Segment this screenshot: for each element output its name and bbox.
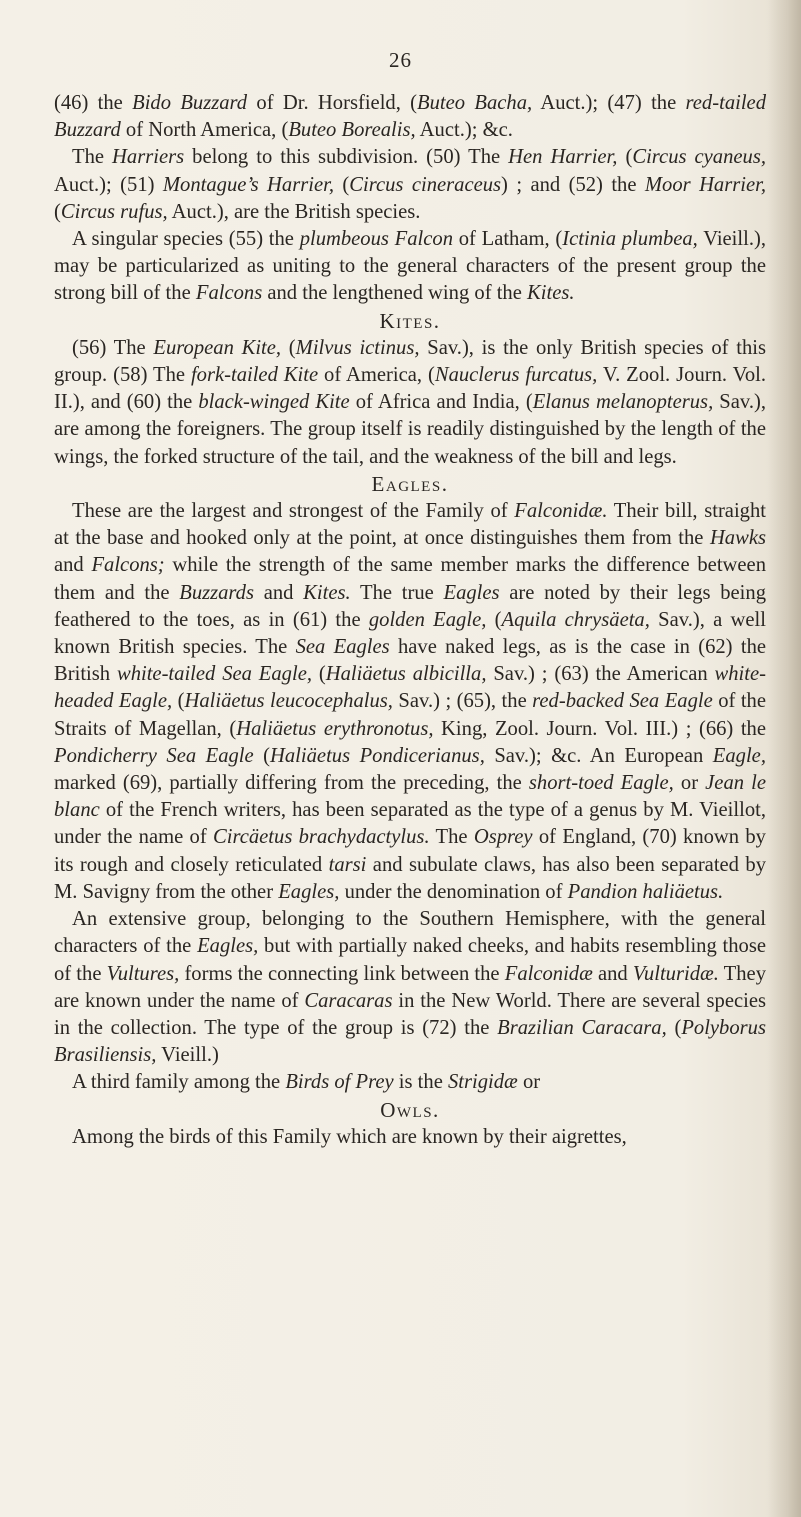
paragraph: A singular species (55) the plumbeous Falcon of Latham, (Ictinia plumbea, Vieill.), may be particularized as uniting to the general characters of the present group the strong bill of the Falcons and the lengthened wing of the Kites. xyxy=(54,228,767,305)
page-number: 26 xyxy=(389,48,412,72)
page-edge-shadow xyxy=(767,0,801,1517)
paragraph: Among the birds of this Family which are known by their aigrettes, xyxy=(72,1125,627,1148)
paragraph: An extensive group, belonging to the Southern Hemisphere, with the general characters of the Eagles, but with partially naked cheeks, and habits resembling those of the Vultures, forms the connecting link between the Falconidæ and Vulturidæ. They are known under the name of Caracaras in the New World. There are several species in the collection. The type of the group is (72) the Brazilian Caracara, (Polyborus Brasiliensis, Vieill.) xyxy=(54,908,766,1067)
section-heading: Eagles. xyxy=(371,471,449,496)
paragraph: A third family among the Birds of Prey is the Strigidæ or xyxy=(72,1071,541,1094)
paragraph: The Harriers belong to this subdivision. (50) The Hen Harrier, (Circus cyaneus, Auct.); (51) Montague’s Harrier, (Circus cineraceus) ; and (52) the Moor Harrier, (Circus rufus, Auct.), are the British species. xyxy=(54,146,767,223)
paragraph: (56) The European Kite, (Milvus ictinus, Sav.), is the only British species of this group. (58) The fork-tailed Kite of America, (Nauclerus furcatus, V. Zool. Journ. Vol. II.), and (60) the black-winged Kite of Africa and India, (Elanus melanopterus, Sav.), are among the foreigners. The group itself is readily distinguished by the length of the wings, the forked structure of the tail, and the weakness of the bill and legs. xyxy=(54,336,766,468)
paragraph: (46) the Bido Buzzard of Dr. Horsfield, (Buteo Bacha, Auct.); (47) the red-tailed Buzzard of North America, (Buteo Borealis, Auct.); &c. xyxy=(54,92,766,142)
paragraph: These are the largest and strongest of the Family of Falconidæ. Their bill, straight at the base and hooked only at the point, at once distinguishes them from the Hawks and Falcons; while the strength of the same member marks the difference between them and the Buzzards and Kites. The true Eagles are noted by their legs being feathered to the toes, as in (61) the golden Eagle, (Aquila chrysäeta, Sav.), a well known British species. The Sea Eagles have naked legs, as is the case in (62) the British white-tailed Sea Eagle, (Haliäetus albicilla, Sav.) ; (63) the American white-headed Eagle, (Haliäetus leucocephalus, Sav.) ; (65), the red-backed Sea Eagle of the Straits of Magellan, (Haliäetus erythronotus, King, Zool. Journ. Vol. III.) ; (66) the Pondicherry Sea Eagle (Haliäetus Pondicerianus, Sav.); &c. An European Eagle, marked (69), partially differing from the preceding, the short-toed Eagle, or Jean le blanc of the French writers, has been separated as the type of a genus by M. Vieillot, under the name of Circäetus brachydactylus. The Osprey of England, (70) known by its rough and closely reticulated tarsi and subulate claws, has also been separated by M. Savigny from the other Eagles, under the denomination of Pandion haliäetus. xyxy=(54,500,767,903)
section-heading: Kites. xyxy=(379,308,441,333)
section-heading: Owls. xyxy=(380,1097,440,1122)
page-text xyxy=(54,90,766,1151)
